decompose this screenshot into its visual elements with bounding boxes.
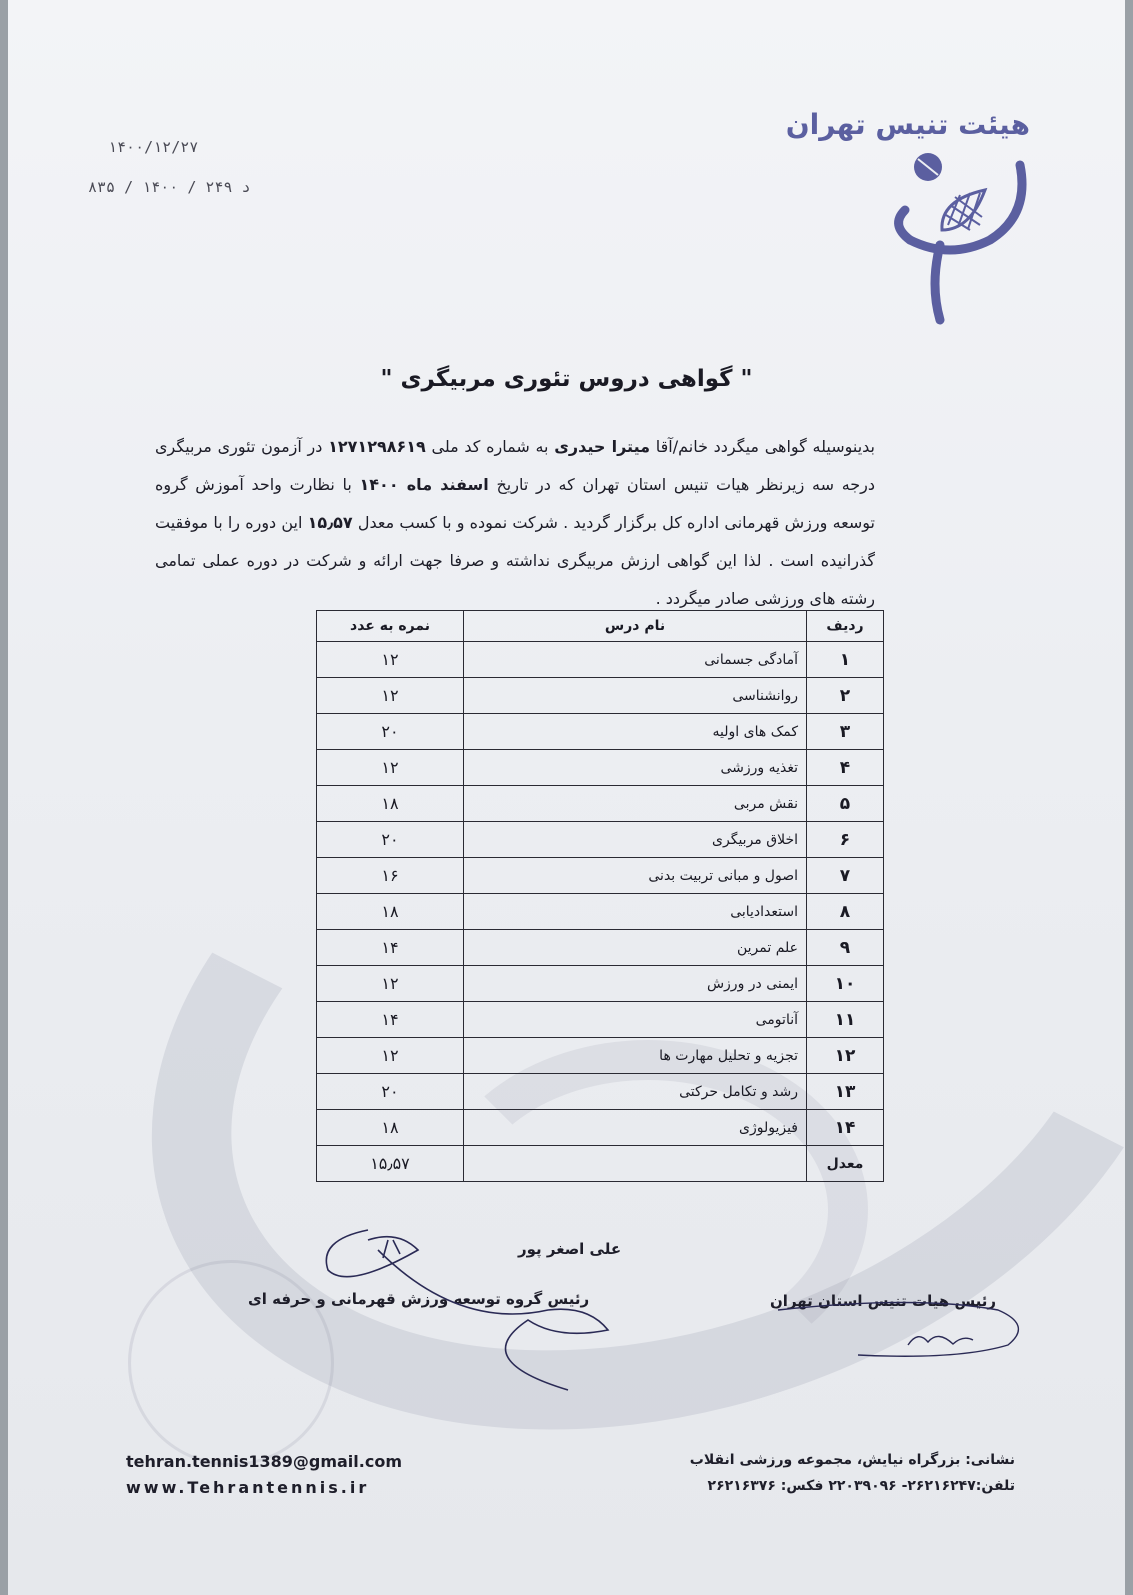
grades-table-body bbox=[317, 642, 884, 1182]
right-signer-title: رئیس هیات تنیس استان تهران bbox=[770, 1292, 997, 1310]
row-number: ۴ bbox=[807, 750, 884, 786]
body-part-4: با نظارت واحد آموزش گروه توسعه ورزش قهرمانی اداره کل برگزار گردید . شرکت نموده و با کسب معدل bbox=[155, 475, 875, 532]
body-part-2: به شماره کد ملی bbox=[425, 437, 555, 456]
row-number: ۵ bbox=[807, 786, 884, 822]
body-part-3: در آزمون تئوری مربیگری درجه سه زیرنظر هیات تنیس استان تهران که در تاریخ bbox=[155, 437, 876, 494]
course-grade: ۱۸ bbox=[317, 894, 464, 930]
footer-website: www.Tehrantennis.ir bbox=[126, 1478, 370, 1497]
right-signature-scribble bbox=[758, 1300, 1038, 1370]
row-number: ۹ bbox=[807, 930, 884, 966]
average-spacer bbox=[464, 1146, 807, 1182]
row-number: ۱ bbox=[807, 642, 884, 678]
row-number: ۱۰ bbox=[807, 966, 884, 1002]
course-name: تجزیه و تحلیل مهارت ها bbox=[464, 1038, 807, 1074]
row-number: ۷ bbox=[807, 858, 884, 894]
table-header-row bbox=[317, 611, 884, 642]
header-course-name: نام درس bbox=[464, 611, 807, 642]
course-name: تغذیه ورزشی bbox=[464, 750, 807, 786]
certificate-body bbox=[155, 428, 875, 618]
course-name: آمادگی جسمانی bbox=[464, 642, 807, 678]
average-row bbox=[317, 1146, 884, 1182]
table-row bbox=[317, 822, 884, 858]
course-name: علم تمرین bbox=[464, 930, 807, 966]
body-part-5: این دوره را با موفقیت گذرانیده است . لذا این گواهی ارزش مربیگری نداشته و صرفا جهت ارائه و شرکت در دوره عملی تمامی رشته های ورزشی صادر میگردد . bbox=[155, 513, 875, 608]
left-signer-title: رئیس گروه توسعه ورزش قهرمانی و حرفه ای bbox=[248, 1290, 590, 1308]
course-name: اصول و مبانی تربیت بدنی bbox=[464, 858, 807, 894]
reference-number: ۸۳۵ / د ۲۴۹ / ۱۴۰۰ bbox=[88, 178, 251, 196]
row-number: ۳ bbox=[807, 714, 884, 750]
course-grade: ۱۴ bbox=[317, 1002, 464, 1038]
course-grade: ۱۲ bbox=[317, 1038, 464, 1074]
footer-address: نشانی: بزرگراه نیایش، مجموعه ورزشی انقلاب bbox=[689, 1452, 1015, 1468]
course-name: کمک های اولیه bbox=[464, 714, 807, 750]
row-number: ۶ bbox=[807, 822, 884, 858]
left-signer-name: علی اصغر پور bbox=[518, 1240, 622, 1258]
course-grade: ۱۴ bbox=[317, 930, 464, 966]
table-row bbox=[317, 1110, 884, 1146]
table-row bbox=[317, 1002, 884, 1038]
average-value: ۱۵٫۵۷ bbox=[317, 1146, 464, 1182]
row-number: ۱۳ bbox=[807, 1074, 884, 1110]
average-label: معدل bbox=[807, 1146, 884, 1182]
row-number: ۱۴ bbox=[807, 1110, 884, 1146]
table-row bbox=[317, 714, 884, 750]
table-row bbox=[317, 1074, 884, 1110]
tennis-racket-logo-icon bbox=[870, 145, 1040, 325]
course-name: نقش مربی bbox=[464, 786, 807, 822]
table-row bbox=[317, 642, 884, 678]
course-grade: ۲۰ bbox=[317, 714, 464, 750]
table-row bbox=[317, 750, 884, 786]
header-grade: نمره به عدد bbox=[317, 611, 464, 642]
certificate-page bbox=[8, 0, 1125, 1595]
body-part-1: بدینوسیله گواهی میگردد خانم/آقا bbox=[655, 437, 876, 456]
course-name: ایمنی در ورزش bbox=[464, 966, 807, 1002]
table-row bbox=[317, 858, 884, 894]
average-score: ۱۵٫۵۷ bbox=[307, 513, 353, 532]
footer-email: tehran.tennis1389@gmail.com bbox=[126, 1452, 402, 1471]
grades-table bbox=[316, 610, 884, 1182]
course-name: روانشناسی bbox=[464, 678, 807, 714]
course-grade: ۱۸ bbox=[317, 1110, 464, 1146]
course-name: استعدادیابی bbox=[464, 894, 807, 930]
course-name: آناتومی bbox=[464, 1002, 807, 1038]
footer-phone: تلفن:۲۶۲۱۶۲۴۷- ۲۲۰۳۹۰۹۶ فکس: ۲۶۲۱۶۳۷۶ bbox=[707, 1478, 1015, 1494]
course-grade: ۱۲ bbox=[317, 678, 464, 714]
course-grade: ۲۰ bbox=[317, 822, 464, 858]
letter-date: ۱۴۰۰/۱۲/۲۷ bbox=[108, 138, 199, 156]
table-row bbox=[317, 894, 884, 930]
header-row-number: ردیف bbox=[807, 611, 884, 642]
row-number: ۲ bbox=[807, 678, 884, 714]
holder-name: میترا حیدری bbox=[554, 437, 651, 456]
course-grade: ۱۸ bbox=[317, 786, 464, 822]
row-number: ۱۲ bbox=[807, 1038, 884, 1074]
row-number: ۸ bbox=[807, 894, 884, 930]
table-row bbox=[317, 678, 884, 714]
certificate-title: " گواهی دروس تئوری مربیگری " bbox=[380, 366, 753, 392]
row-number: ۱۱ bbox=[807, 1002, 884, 1038]
org-logo-title: هیئت تنیس تهران bbox=[785, 108, 1030, 141]
course-name: رشد و تکامل حرکتی bbox=[464, 1074, 807, 1110]
national-id: ۱۲۷۱۲۹۸۶۱۹ bbox=[328, 437, 426, 456]
exam-date: اسفند ماه ۱۴۰۰ bbox=[359, 475, 489, 494]
table-row bbox=[317, 786, 884, 822]
course-name: فیزیولوژی bbox=[464, 1110, 807, 1146]
course-grade: ۱۶ bbox=[317, 858, 464, 894]
course-name: اخلاق مربیگری bbox=[464, 822, 807, 858]
table-row bbox=[317, 966, 884, 1002]
course-grade: ۱۲ bbox=[317, 966, 464, 1002]
course-grade: ۱۲ bbox=[317, 642, 464, 678]
course-grade: ۱۲ bbox=[317, 750, 464, 786]
left-signature-scribble bbox=[308, 1210, 628, 1400]
table-row bbox=[317, 1038, 884, 1074]
table-row bbox=[317, 930, 884, 966]
course-grade: ۲۰ bbox=[317, 1074, 464, 1110]
